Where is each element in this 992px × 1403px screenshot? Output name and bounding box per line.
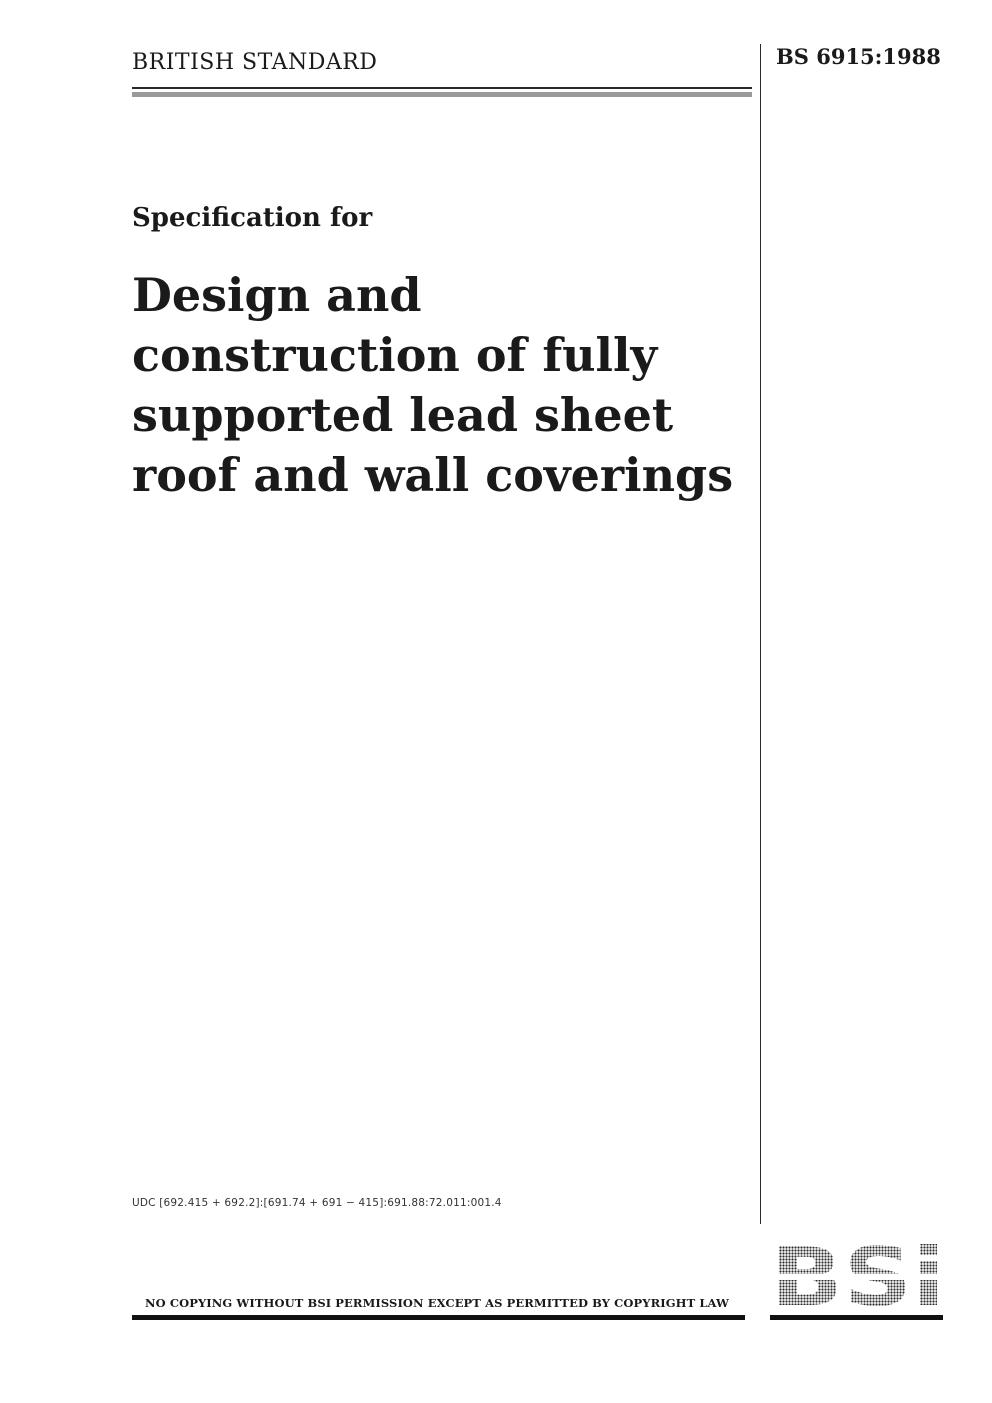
standard-number: BS 6915:1988	[776, 44, 941, 69]
series-label: BRITISH STANDARD	[132, 50, 378, 75]
footer-rule-right	[770, 1315, 943, 1320]
title-line: Design and	[132, 268, 422, 322]
bsi-logo	[770, 1243, 945, 1309]
header-rule-thin	[132, 87, 752, 89]
document-title	[132, 265, 772, 505]
title-line: supported lead sheet	[132, 388, 674, 442]
specification-for-label: Specification for	[132, 203, 373, 233]
footer-rule-left	[132, 1315, 745, 1320]
udc-classification: UDC [692.415 + 692.2]:[691.74 + 691 − 415]:691.88:72.011:001.4	[132, 1197, 502, 1209]
copyright-notice: NO COPYING WITHOUT BSI PERMISSION EXCEPT AS PERMITTED BY COPYRIGHT LAW	[145, 1296, 730, 1310]
header-rule-thick	[132, 92, 752, 97]
title-line: roof and wall coverings	[132, 448, 734, 502]
vertical-divider	[760, 44, 761, 1224]
title-line: construction of fully	[132, 328, 658, 382]
